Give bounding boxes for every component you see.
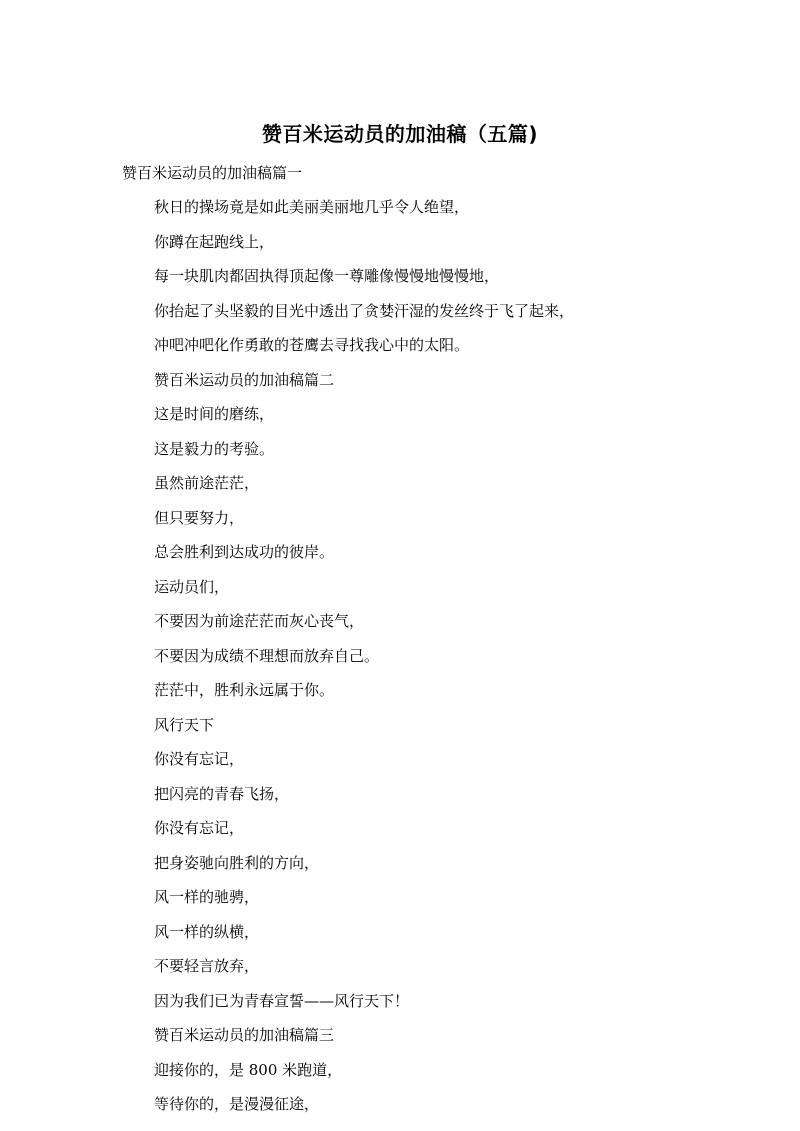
document-title: 赞百米运动员的加油稿（五篇) (261, 122, 539, 146)
text-line: 因为我们已为青春宣誓——风行天下！ (154, 991, 410, 1010)
text-line: 秋日的操场竟是如此美丽美丽地几乎令人绝望， (154, 198, 470, 216)
text-line: 这是毅力的考验。 (154, 439, 275, 458)
text-line: 你抬起了头坚毅的目光中透出了贪婪汗湿的发丝终于飞了起来， (154, 301, 575, 320)
text-line: 运动员们， (154, 577, 230, 596)
text-line: 迎接你的，是 800 米跑道， (154, 1060, 343, 1079)
section-heading: 赞百米运动员的加油稿篇一 (122, 164, 303, 182)
text-line: 不要因为成绩不理想而放弃自己。 (154, 646, 380, 665)
text-line: 你蹲在起跑线上， (154, 232, 275, 251)
text-line: 等待你的，是漫漫征途， (154, 1095, 320, 1113)
poem-body (154, 195, 574, 1127)
text-line: 把闪亮的青春飞扬， (154, 784, 290, 803)
text-line: 冲吧冲吧化作勇敢的苍鹰去寻找我心中的太阳。 (154, 336, 470, 354)
text-line: 但只要努力， (154, 508, 245, 527)
text-line: 每一块肌肉都固执得顶起像一尊雕像慢慢地慢慢地， (154, 267, 500, 285)
text-line: 虽然前途茫茫， (154, 474, 260, 492)
text-line: 不要轻言放弃， (154, 957, 260, 975)
text-line: 风一样的驰骋， (154, 888, 260, 906)
text-line: 总会胜利到达成功的彼岸。 (154, 543, 335, 561)
text-line: 不要因为前途茫茫而灰心丧气， (154, 612, 365, 630)
text-line: 你没有忘记， (154, 750, 245, 768)
text-line: 把身姿驰向胜利的方向， (154, 853, 320, 872)
text-line: 这是时间的磨练， (154, 405, 275, 423)
section-heading: 赞百米运动员的加油稿篇三 (154, 1026, 335, 1044)
text-line: 风行天下 (154, 715, 215, 734)
text-line: 风一样的纵横， (154, 922, 260, 941)
section-heading: 赞百米运动员的加油稿篇二 (154, 370, 335, 389)
text-line: 你没有忘记， (154, 819, 245, 837)
text-line: 茫茫中，胜利永远属于你。 (154, 681, 335, 699)
